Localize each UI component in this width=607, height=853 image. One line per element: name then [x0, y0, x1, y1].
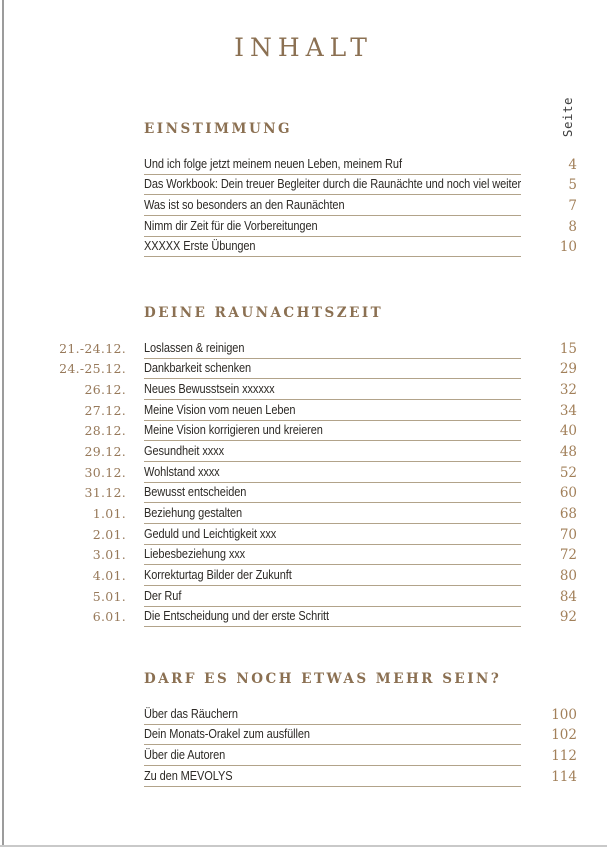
entry-page-number[interactable]: 34	[559, 402, 577, 419]
entry-title-text: Gesundheit xxxx	[144, 444, 225, 459]
entry-date-label: 4.01.	[92, 567, 126, 583]
entry-title[interactable]	[144, 503, 521, 524]
toc-entry-row[interactable]	[59, 704, 577, 725]
entry-page-number[interactable]: 15	[559, 340, 577, 357]
toc-entry-row[interactable]	[59, 483, 577, 504]
toc-section	[59, 671, 577, 787]
entry-title[interactable]	[144, 586, 521, 607]
entry-page-number[interactable]: 70	[559, 526, 577, 543]
toc-entry-row[interactable]	[59, 338, 577, 359]
entry-title-text: Was ist so besonders an den Raunächten	[144, 197, 345, 212]
entry-title[interactable]	[144, 745, 521, 766]
entry-title[interactable]	[144, 359, 521, 380]
section-heading: EINSTIMMUNG	[144, 121, 293, 137]
entry-page-number[interactable]: 8	[568, 218, 577, 235]
entry-date-label: 27.12.	[84, 402, 126, 418]
entry-date-label: 31.12.	[84, 485, 126, 501]
entry-page-number[interactable]: 7	[568, 197, 577, 214]
entry-page-number[interactable]: 68	[559, 505, 577, 522]
entry-page-number[interactable]: 52	[559, 464, 577, 481]
entry-date-label: 29.12.	[84, 444, 126, 460]
entry-date-label: 28.12.	[84, 423, 126, 439]
entry-title[interactable]	[144, 175, 521, 196]
toc-section	[59, 305, 577, 627]
entry-page-number[interactable]: 40	[559, 423, 577, 440]
entry-title[interactable]	[144, 704, 521, 725]
page-edge-bottom	[0, 845, 607, 847]
entry-title-text: Und ich folge jetzt meinem neuen Leben, meinem Ruf	[144, 156, 402, 171]
entry-page-number[interactable]: 112	[551, 748, 577, 765]
toc-entry-row[interactable]	[59, 175, 577, 196]
entry-date-label: 26.12.	[84, 382, 126, 398]
entry-page-number[interactable]: 92	[559, 609, 577, 626]
entry-title-text: Die Entscheidung und der erste Schritt	[144, 609, 329, 624]
toc-entry-row[interactable]	[59, 586, 577, 607]
entry-title-text: Das Workbook: Dein treuer Begleiter durch die Raunächte und noch viel weiter	[144, 177, 521, 192]
toc-entry-row[interactable]	[59, 745, 577, 766]
entry-title-text: Zu den MEVOLYS	[144, 768, 233, 783]
entry-title-text: Meine Vision vom neuen Leben	[144, 402, 296, 417]
entry-title-text: Der Ruf	[144, 588, 182, 603]
entry-title[interactable]	[144, 421, 521, 442]
entry-page-number[interactable]: 5	[568, 177, 577, 194]
page-column-label-seite: Seite	[560, 96, 575, 138]
entry-title-text: Liebesbeziehung xxx	[144, 547, 246, 562]
entry-date-label	[59, 745, 144, 766]
entry-page-number[interactable]: 102	[551, 727, 577, 744]
toc-entry-row[interactable]	[59, 524, 577, 545]
toc-entry-row[interactable]	[59, 725, 577, 746]
entry-date-label	[59, 175, 144, 196]
entry-title[interactable]	[144, 379, 521, 400]
toc-entry-row[interactable]	[59, 421, 577, 442]
entry-date-label: 21.-24.12.	[59, 340, 126, 356]
entry-title-text: Bewusst entscheiden	[144, 485, 247, 500]
entry-date-label	[59, 704, 144, 725]
entry-page-number[interactable]: 72	[559, 547, 577, 564]
entry-title[interactable]	[144, 400, 521, 421]
toc-entry-row[interactable]	[59, 441, 577, 462]
entry-title[interactable]	[144, 195, 521, 216]
entry-date-label	[59, 154, 144, 175]
toc-entry-row[interactable]	[59, 545, 577, 566]
entry-title[interactable]	[144, 524, 521, 545]
entry-date-label: 5.01.	[92, 588, 126, 604]
entry-date-label: 24.-25.12.	[59, 361, 126, 377]
entry-page-number[interactable]: 114	[551, 768, 577, 785]
entry-date-label	[59, 237, 144, 258]
section-heading: DARF ES NOCH ETWAS MEHR SEIN?	[144, 671, 502, 688]
entry-title[interactable]	[144, 441, 521, 462]
entry-title-text: Neues Bewusstsein xxxxxx	[144, 382, 275, 397]
entry-title[interactable]	[144, 766, 521, 787]
entry-title[interactable]	[144, 607, 521, 628]
section-rows	[59, 154, 577, 257]
entry-page-number[interactable]: 48	[559, 444, 577, 461]
toc-entry-row[interactable]	[59, 359, 577, 380]
entry-title-text: Geduld und Leichtigkeit xxx	[144, 526, 277, 541]
entry-title-text: Wohlstand xxxx	[144, 464, 220, 479]
entry-title[interactable]	[144, 338, 521, 359]
entry-title-text: Dankbarkeit schenken	[144, 361, 252, 376]
entry-page-number[interactable]: 84	[559, 588, 577, 605]
toc-entry-row[interactable]	[59, 462, 577, 483]
entry-date-label	[59, 216, 144, 237]
toc-entry-row[interactable]	[59, 154, 577, 175]
entry-date-label: 1.01.	[92, 505, 126, 521]
entry-page-number[interactable]: 10	[559, 239, 577, 256]
entry-title-text: Meine Vision korrigieren und kreieren	[144, 423, 323, 438]
entry-title[interactable]	[144, 462, 521, 483]
entry-title-text: Beziehung gestalten	[144, 505, 243, 520]
entry-page-number[interactable]: 4	[568, 156, 577, 173]
entry-title-text: Über das Räuchern	[144, 706, 238, 721]
entry-title[interactable]	[144, 237, 521, 258]
entry-title[interactable]	[144, 216, 521, 237]
toc-entry-row[interactable]	[59, 400, 577, 421]
entry-date-label: 30.12.	[84, 464, 126, 480]
entry-page-number[interactable]: 100	[551, 706, 577, 723]
entry-page-number[interactable]: 32	[559, 382, 577, 399]
toc-entry-row[interactable]	[59, 216, 577, 237]
entry-title[interactable]	[144, 565, 521, 586]
toc-entry-row[interactable]	[59, 607, 577, 628]
toc-entry-row[interactable]	[59, 379, 577, 400]
entry-date-label: 3.01.	[92, 547, 126, 563]
entry-page-number[interactable]: 80	[559, 567, 577, 584]
section-rows	[59, 704, 577, 787]
entry-title-text: Dein Monats-Orakel zum ausfüllen	[144, 727, 310, 742]
entry-title-text: Nimm dir Zeit für die Vorbereitungen	[144, 218, 318, 233]
entry-title-text: XXXXX Erste Übungen	[144, 239, 256, 254]
toc-entry-row[interactable]	[59, 237, 577, 258]
entry-date-label	[59, 725, 144, 746]
toc-section	[59, 121, 577, 257]
entry-title-text: Über die Autoren	[144, 748, 226, 763]
toc-entry-row[interactable]	[59, 503, 577, 524]
section-heading: DEINE RAUNACHTSZEIT	[144, 305, 384, 322]
entry-date-label	[59, 195, 144, 216]
entry-title[interactable]	[144, 483, 521, 504]
entry-page-number[interactable]: 60	[559, 485, 577, 502]
page-title: INHALT	[234, 33, 373, 62]
section-rows	[59, 338, 577, 627]
entry-date-label: 6.01.	[92, 609, 126, 625]
entry-title-text: Loslassen & reinigen	[144, 340, 245, 355]
entry-title[interactable]	[144, 154, 521, 175]
toc-entry-row[interactable]	[59, 195, 577, 216]
entry-date-label	[59, 766, 144, 787]
entry-title[interactable]	[144, 545, 521, 566]
page-edge-left	[2, 0, 4, 847]
entry-page-number[interactable]: 29	[559, 361, 577, 378]
toc-entry-row[interactable]	[59, 565, 577, 586]
entry-title-text: Korrekturtag Bilder der Zukunft	[144, 567, 292, 582]
entry-title[interactable]	[144, 725, 521, 746]
entry-date-label: 2.01.	[92, 526, 126, 542]
toc-sections	[59, 121, 577, 787]
toc-entry-row[interactable]	[59, 766, 577, 787]
